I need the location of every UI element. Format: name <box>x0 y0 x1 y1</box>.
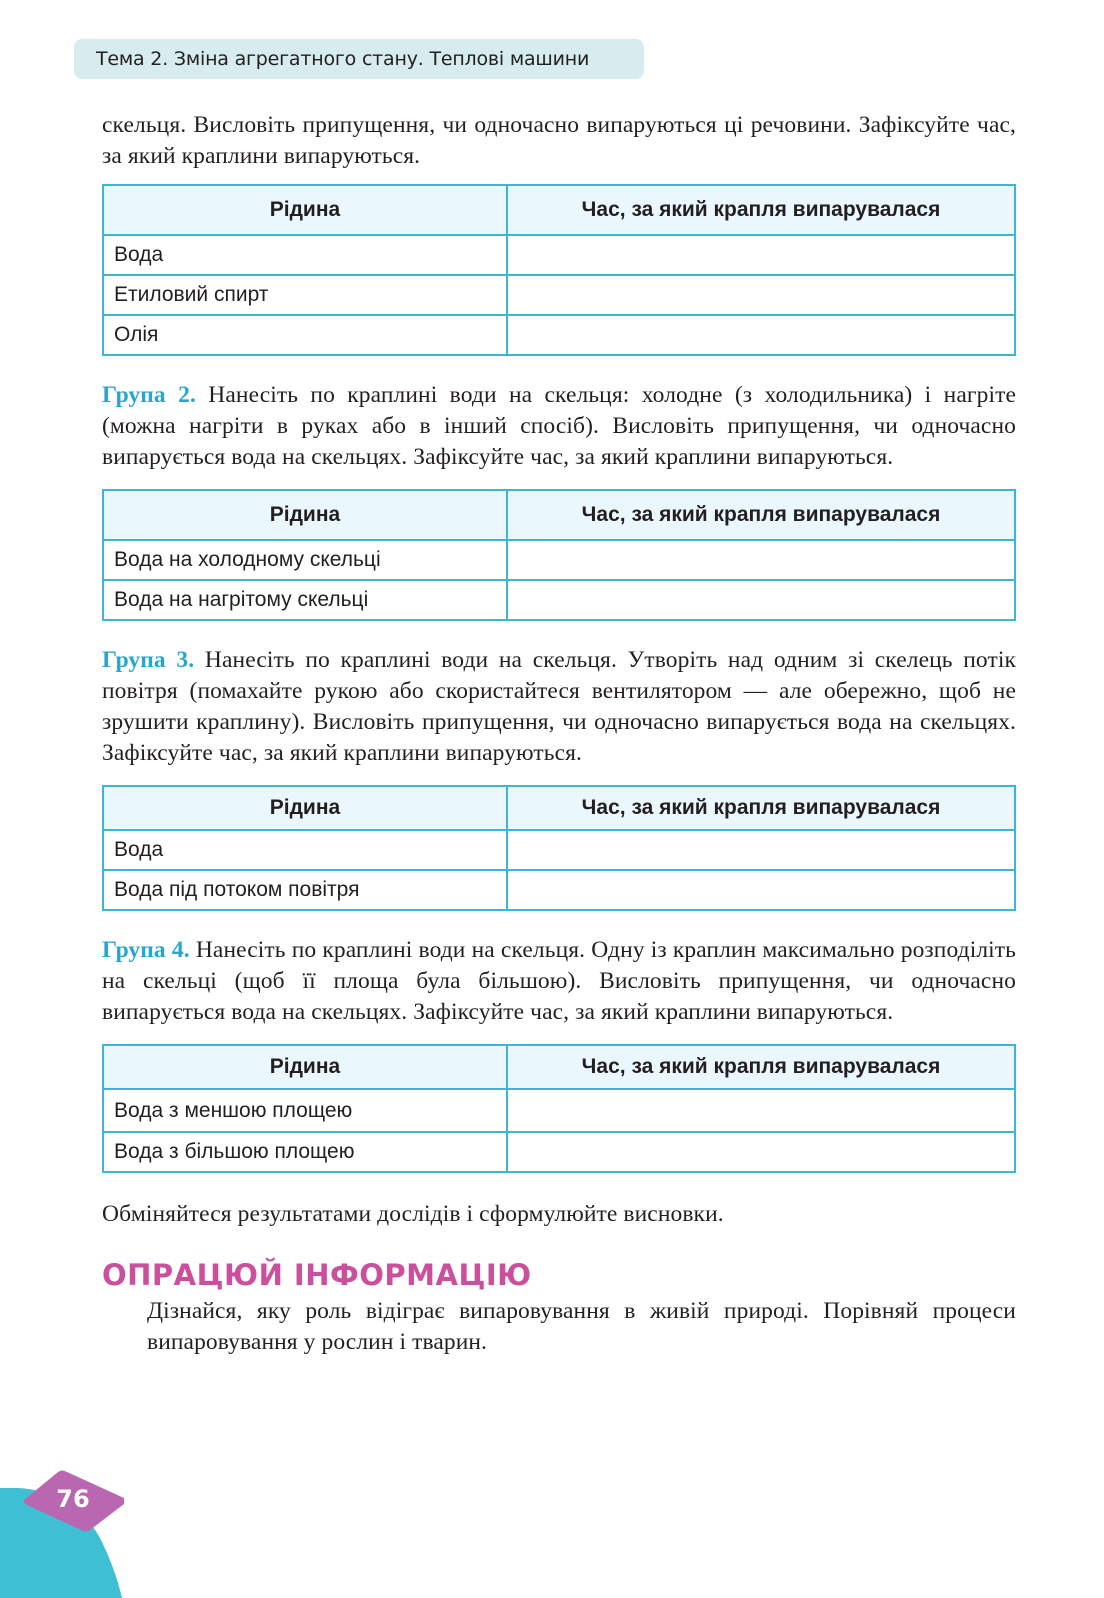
table-group-3 <box>102 785 1016 911</box>
table-row <box>103 580 1015 620</box>
table-row <box>103 235 1015 275</box>
intro-paragraph: скельця. Висловіть припущення, чи одночасно випаруються ці речовини. Зафіксуйте час, за який краплини випаруються. <box>102 112 1016 169</box>
time-cell[interactable] <box>507 580 1015 620</box>
page-number: 76 <box>56 1485 90 1513</box>
time-cell[interactable] <box>507 275 1015 315</box>
liquid-cell: Олія <box>103 315 507 355</box>
table-row <box>103 275 1015 315</box>
table-group-1 <box>102 184 1016 356</box>
time-cell[interactable] <box>507 1132 1015 1172</box>
chapter-header <box>74 39 644 79</box>
time-cell[interactable] <box>507 830 1015 870</box>
table-group-2 <box>102 489 1016 621</box>
group-4-text: Нанесіть по краплині води на скельця. Одну із краплин максимально розподіліть на скельці (щоб її площа була більшою). Висловіть припущення, чи одночасно випарується вода на скельцях. Зафіксуйте час, за який краплини випаруються. <box>102 937 1016 1025</box>
conclusion-paragraph: Обміняйтеся результатами дослідів і сформулюйте висновки. <box>102 1201 724 1227</box>
table-row <box>103 1132 1015 1172</box>
column-header-time: Час, за який крапля випарувалася <box>507 490 1015 540</box>
column-header-time: Час, за який крапля випарувалася <box>507 786 1015 830</box>
section-title: ОПРАЦЮЙ ІНФОРМАЦІЮ <box>102 1258 532 1292</box>
table-group-4 <box>102 1044 1016 1173</box>
column-header-liquid: Рідина <box>103 490 507 540</box>
time-cell[interactable] <box>507 315 1015 355</box>
column-header-time: Час, за який крапля випарувалася <box>507 1045 1015 1089</box>
liquid-cell: Вода на нагрітому скельці <box>103 580 507 620</box>
table-row <box>103 540 1015 580</box>
liquid-cell: Вода на холодному скельці <box>103 540 507 580</box>
table-row <box>103 1089 1015 1132</box>
liquid-cell: Вода <box>103 235 507 275</box>
group-2-label: Група 2. <box>102 382 196 408</box>
group-2-paragraph <box>102 380 1016 473</box>
group-3-label: Група 3. <box>102 647 195 673</box>
time-cell[interactable] <box>507 235 1015 275</box>
group-4-label: Група 4. <box>102 937 190 963</box>
liquid-cell: Вода під потоком повітря <box>103 870 507 910</box>
group-4-paragraph <box>102 935 1016 1028</box>
column-header-liquid: Рідина <box>103 786 507 830</box>
group-2-text: Нанесіть по краплині води на скельця: холодне (з холодильника) і нагріте (можна нагріти в руках або в інший спосіб). Висловіть припущення, чи одночасно випарується вода на скельцях. Зафіксуйте час, за який краплини випаруються. <box>102 382 1016 470</box>
liquid-cell: Вода <box>103 830 507 870</box>
table-row <box>103 870 1015 910</box>
section-paragraph: Дізнайся, яку роль відіграє випаровування в живій природі. Порівняй процеси випаровування у рослин і тварин. <box>147 1298 1016 1355</box>
time-cell[interactable] <box>507 1089 1015 1132</box>
group-3-text: Нанесіть по краплині води на скельця. Утворіть над одним зі скелець потік повітря (помахайте рукою або скористайтеся вентилятором — але обережно, щоб не зрушити краплину). Висловіть припущення, чи одночасно випарується вода на скельцях. Зафіксуйте час, за який краплини випаруються. <box>102 647 1016 766</box>
table-header-row <box>103 1045 1015 1089</box>
column-header-time: Час, за який крапля випарувалася <box>507 185 1015 235</box>
liquid-cell: Вода з меншою площею <box>103 1089 507 1132</box>
group-3-paragraph <box>102 645 1016 769</box>
table-row <box>103 315 1015 355</box>
table-header-row <box>103 185 1015 235</box>
liquid-cell: Вода з більшою площею <box>103 1132 507 1172</box>
column-header-liquid: Рідина <box>103 1045 507 1089</box>
table-header-row <box>103 786 1015 830</box>
time-cell[interactable] <box>507 540 1015 580</box>
column-header-liquid: Рідина <box>103 185 507 235</box>
chapter-title: Тема 2. Зміна агрегатного стану. Теплові машини <box>96 48 590 70</box>
liquid-cell: Етиловий спирт <box>103 275 507 315</box>
table-header-row <box>103 490 1015 540</box>
time-cell[interactable] <box>507 870 1015 910</box>
page-content <box>102 110 1016 1358</box>
table-row <box>103 830 1015 870</box>
